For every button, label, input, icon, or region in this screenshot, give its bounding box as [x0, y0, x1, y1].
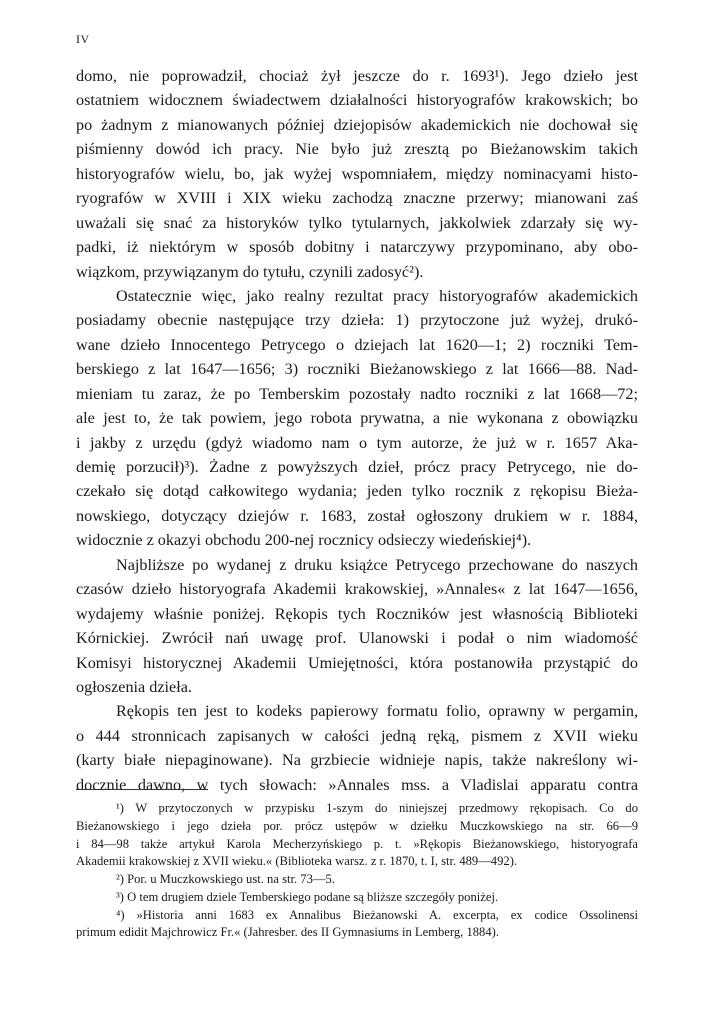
footnote-separator: [76, 789, 208, 790]
text-line: i jakby z urzędu (gdyż wiadomo nam o tym autorze, że już w r. 1657 Aka-: [76, 433, 638, 452]
text-line: Komisyi historycznej Akademii Umiejętności, która postanowiła przystąpić do: [76, 653, 638, 672]
footnote-line: ³) O tem drugiem dziele Temberskiego podane są bliższe szczegóły poniżej.: [116, 889, 499, 904]
text-line: widocznie z okazyi obchodu 200-nej rocznicy odsieczy wiedeńskiej⁴).: [76, 531, 532, 550]
page-number: IV: [76, 32, 90, 46]
text-line: ale jest to, że tak powiem, jego robota prywatna, a nie wykonana z obowiązku: [76, 409, 638, 428]
text-line: padki, iż niektórym w sposób dobitny i natarczywy przypominano, aby obo-: [76, 238, 638, 257]
text-line: posiadamy obecnie następujące trzy dzieła: 1) przytoczone już wyżej, drukó-: [76, 311, 638, 330]
text-line: Kórnickiej. Zwrócił nań uwagę prof. Ulanowski i podał o nim wiadomość: [76, 629, 638, 648]
text-line: Ostatecznie więc, jako realny rezultat pracy historyografów akademickich: [116, 286, 638, 305]
text-line: demię porzucił)³). Żadne z powyższych dzieł, prócz pracy Petrycego, nie do-: [76, 458, 638, 476]
footnote-line: ²) Por. u Muczkowskiego ust. na str. 73—5.: [116, 872, 335, 886]
text-line: wydajemy właśnie poniżej. Rękopis tych Roczników jest własnością Biblioteki: [76, 604, 638, 623]
text-line: berskiego z lat 1647—1656; 3) roczniki Bieżanowskiego z lat 1666—88. Nad-: [76, 360, 638, 379]
main-text: [76, 64, 638, 797]
text-line: docznie dawno, w tych słowach: »Annales mss. a Vladislai apparatu contra: [76, 775, 638, 794]
text-line: mieniam tu zaraz, że po Temberskim pozostały nadto roczniki z lat 1668—72;: [76, 384, 638, 403]
text-line: ostatniem widocznem świadectwem działalności historyografów krakowskich; bo: [76, 91, 638, 110]
text-line: po żadnym z mianowanych później dziejopisów akademickich nie dochował się: [76, 115, 638, 134]
footnote-line: Akademii krakowskiej z XVII wieku.« (Biblioteka warsz. z r. 1870, t. I, str. 489—492).: [76, 854, 518, 869]
text-line: ogłoszenia dzieła.: [76, 677, 192, 696]
text-line: historyografów wielu, bo, jak wyżej wspomniałem, między nominacyami histo-: [76, 164, 638, 183]
text-line: uważali się snać za historyków tylko tytularnych, jakkolwiek zdarzały się wy-: [76, 213, 638, 232]
footnote-line: ⁴) »Historia anni 1683 ex Annalibus Bieżanowski A. excerpta, ex codice Ossolinensi: [116, 907, 638, 922]
text-line: (karty białe niepaginowane). Na grzbiecie widnieje napis, także nakreślony wi-: [76, 751, 638, 770]
text-line: domo, nie poprowadził, chociaż żył jeszcze do r. 1693¹). Jego dzieło jest: [76, 67, 638, 85]
text-line: wiązkom, przywiązanym do tytułu, czynili zadosyć²).: [76, 262, 424, 281]
text-line: wane dzieło Innocentego Petrycego o dziejach lat 1620—1; 2) roczniki Tem-: [76, 335, 638, 354]
footnote-line: primum edidit Majchrowicz Fr.« (Jahresber. des II Gymnasiums in Lemberg, 1884).: [76, 925, 499, 940]
footnotes: [76, 800, 638, 942]
footnote-line: ¹) W przytoczonych w przypisku 1-szym do niniejszej przedmowy rękopisach. Co do: [116, 801, 638, 815]
text-line: Rękopis ten jest to kodeks papierowy formatu folio, oprawny w pergamin,: [116, 702, 638, 721]
text-line: Najbliższe po wydanej z druku książce Petrycego przechowane do naszych: [116, 555, 638, 574]
text-line: piśmienny dowód ich pracy. Nie było już zresztą po Bieżanowskim takich: [76, 140, 638, 159]
text-line: czekało się dotąd całkowitego wydania; jeden tylko rocznik z rękopisu Bieża-: [76, 482, 638, 501]
text-line: ryografów w XVIII i XIX wieku zachodzą znaczne przerwy; mianowani zaś: [76, 189, 638, 208]
footnote-line: Bieżanowskiego i jego dzieła por. prócz ustępów w dziełku Muczkowskiego na str. 66—9: [76, 818, 638, 833]
text-line: czasów dzieło historyografa Akademii krakowskiej, »Annales« z lat 1647—1656,: [76, 580, 638, 599]
text-line: nowskiego, dotyczący dziejów r. 1683, został ogłoszony drukiem w r. 1884,: [76, 506, 638, 525]
footnote-line: i 84—98 także artykuł Karola Mecherzyńskiego p. t. »Rękopis Bieżanowskiego, historyografa: [76, 836, 638, 851]
text-line: o 444 stronnicach zapisanych w całości jedną ręką, pismem z XVII wieku: [76, 726, 638, 745]
